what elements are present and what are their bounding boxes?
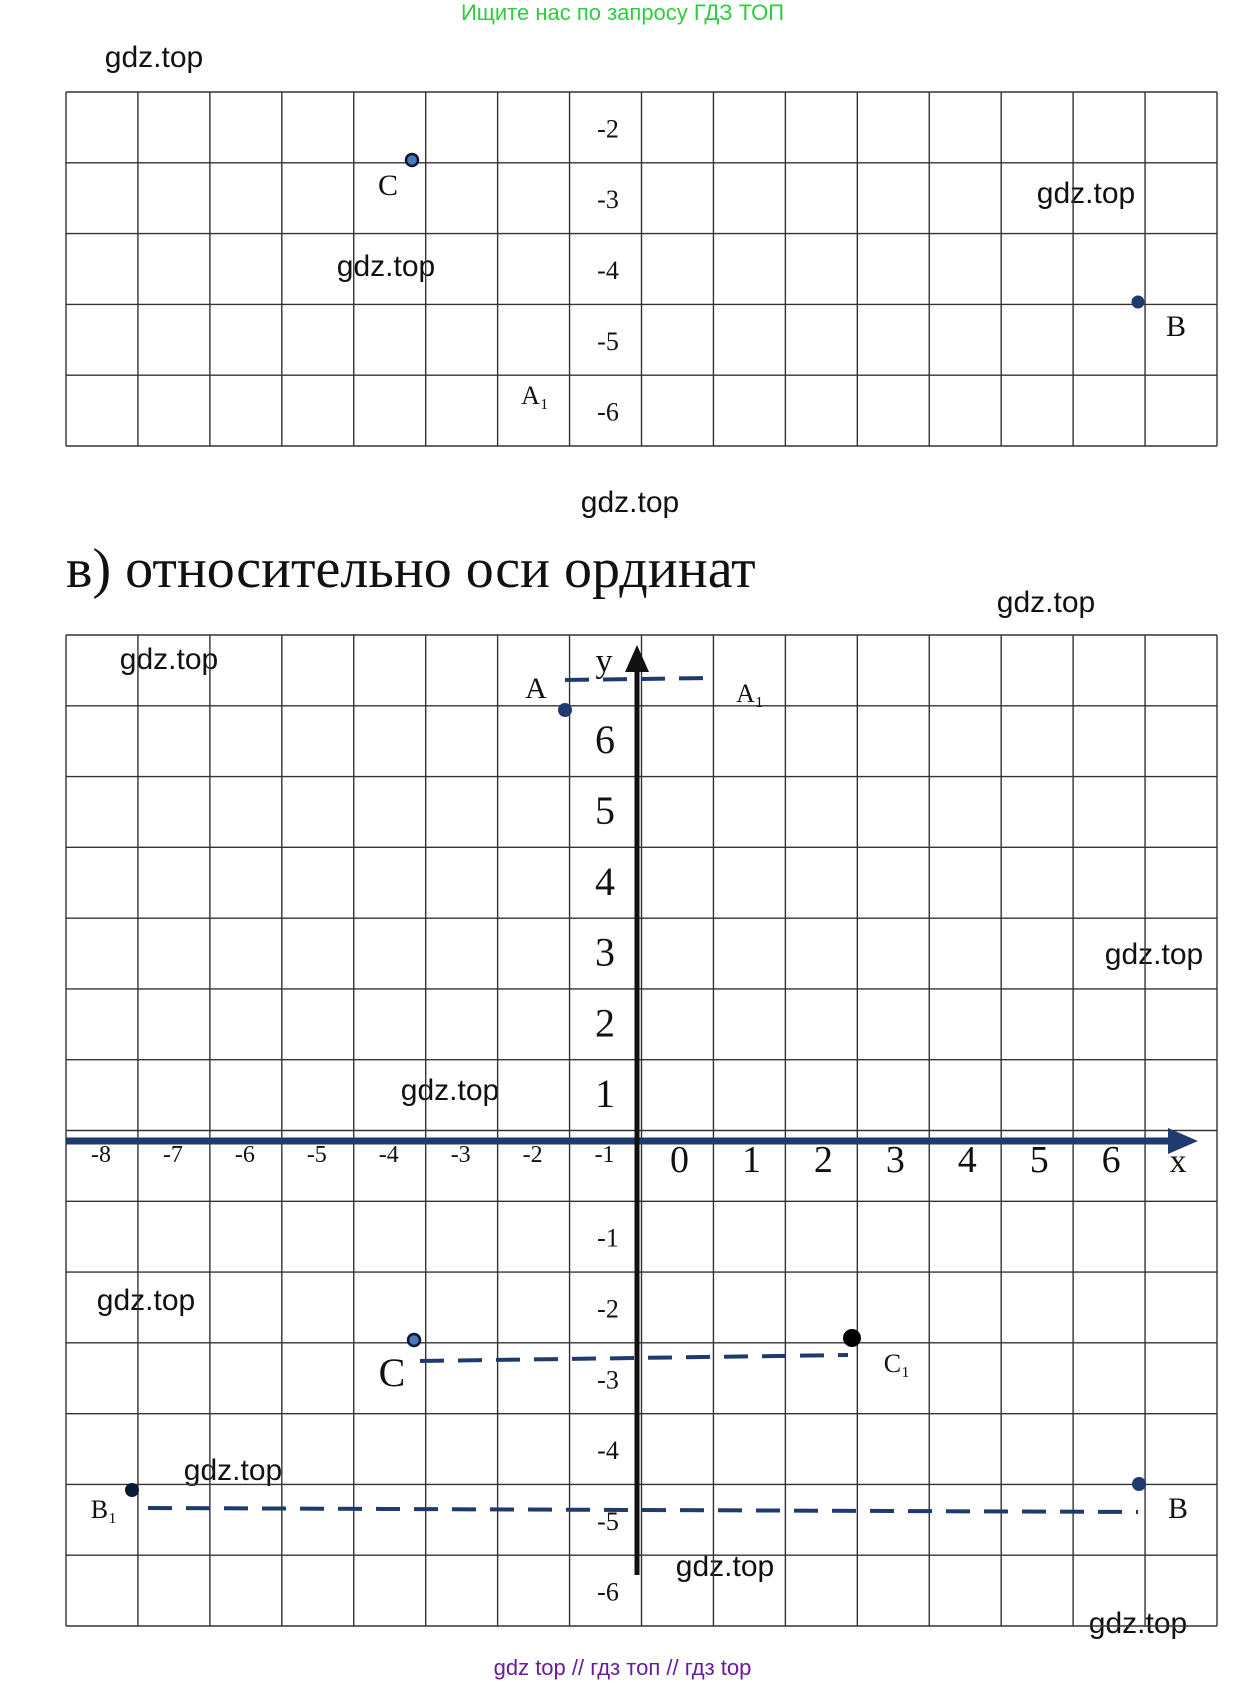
x-tick-label: -3 xyxy=(450,1142,471,1168)
point-label-a1: A₁ xyxy=(521,381,549,410)
x-tick-label: 6 xyxy=(1101,1139,1121,1181)
y-tick-label: -1 xyxy=(597,1223,619,1253)
x-tick-label: -2 xyxy=(522,1142,543,1168)
watermark: gdz.top xyxy=(996,586,1096,619)
y-tick-label: 2 xyxy=(595,1000,615,1046)
y-tick-label: 4 xyxy=(595,858,615,904)
x-tick-label: 5 xyxy=(1029,1139,1049,1181)
point-label-a: A xyxy=(525,672,547,705)
watermark: gdz.top xyxy=(1036,177,1136,210)
watermark: gdz.top xyxy=(336,250,436,283)
watermark: gdz.top xyxy=(96,1284,196,1317)
y-tick-label: -6 xyxy=(597,397,619,427)
point-label-b: B xyxy=(1167,1492,1189,1525)
dash-c-c1 xyxy=(420,1355,848,1361)
watermark: gdz.top xyxy=(580,486,680,519)
point-a xyxy=(558,703,572,717)
x-tick-label: 0 xyxy=(670,1139,689,1181)
watermark: gdz.top xyxy=(1104,938,1204,971)
y-tick-label: 5 xyxy=(595,787,615,833)
x-tick-label: -8 xyxy=(91,1142,111,1168)
section-heading: в) относительно оси ординат xyxy=(66,538,756,600)
dash-b1-b xyxy=(148,1508,1138,1512)
x-tick-label: -5 xyxy=(306,1142,327,1168)
x-tick-label: -4 xyxy=(378,1142,399,1168)
top-grid-labels xyxy=(597,114,619,426)
top-grid xyxy=(66,92,1217,446)
x-tick-label: -7 xyxy=(162,1142,183,1168)
point-label-c1: C₁ xyxy=(883,1349,911,1378)
point-label-b1: B₁ xyxy=(90,1495,118,1524)
watermark: gdz.top xyxy=(104,41,204,74)
point-b xyxy=(1132,296,1145,309)
y-tick-label: -5 xyxy=(597,1506,619,1536)
axes xyxy=(66,645,1198,1575)
point-label-b: B xyxy=(1165,310,1187,343)
x-tick-label: 1 xyxy=(741,1139,761,1181)
y-tick-label: -2 xyxy=(597,1294,619,1324)
y-tick-label: 3 xyxy=(595,929,615,975)
point-label-a1: A₁ xyxy=(736,679,764,708)
y-axis-label: y xyxy=(595,643,613,680)
x-tick-label: -1 xyxy=(594,1142,615,1168)
y-tick-label: -3 xyxy=(597,1365,619,1395)
x-tick-label: 3 xyxy=(885,1139,905,1181)
y-tick-label: -4 xyxy=(597,1436,619,1466)
point-c xyxy=(406,154,418,166)
y-axis-arrow xyxy=(625,645,649,672)
point-b1 xyxy=(125,1483,139,1497)
watermark: gdz.top xyxy=(675,1550,775,1583)
watermark: gdz.top xyxy=(400,1074,500,1107)
y-tick-label: 6 xyxy=(595,717,615,763)
y-tick-label: -4 xyxy=(597,256,619,285)
bottom-banner: gdz top // гдз топ // гдз top xyxy=(493,1655,752,1680)
y-tick-label: -2 xyxy=(597,114,619,144)
x-tick-label: 2 xyxy=(813,1139,833,1181)
point-b xyxy=(1132,1477,1146,1491)
point-label-c: C xyxy=(377,169,399,202)
watermark: gdz.top xyxy=(119,643,219,676)
top-banner: Ищите нас по запросу ГДЗ ТОП xyxy=(460,0,785,25)
y-tick-label: -6 xyxy=(597,1577,619,1607)
x-axis-label: x xyxy=(1169,1143,1187,1180)
y-tick-label: 1 xyxy=(595,1071,615,1117)
x-tick-label: -6 xyxy=(234,1142,255,1168)
watermark: gdz.top xyxy=(183,1454,283,1487)
x-tick-label: 4 xyxy=(957,1139,977,1181)
point-c1 xyxy=(843,1329,861,1347)
reflection-dashes xyxy=(148,678,1138,1512)
watermark: gdz.top xyxy=(1088,1607,1188,1640)
y-tick-label: -5 xyxy=(597,326,619,356)
y-tick-label: -3 xyxy=(597,185,619,215)
point-c xyxy=(408,1334,420,1346)
point-label-c: C xyxy=(378,1350,406,1395)
